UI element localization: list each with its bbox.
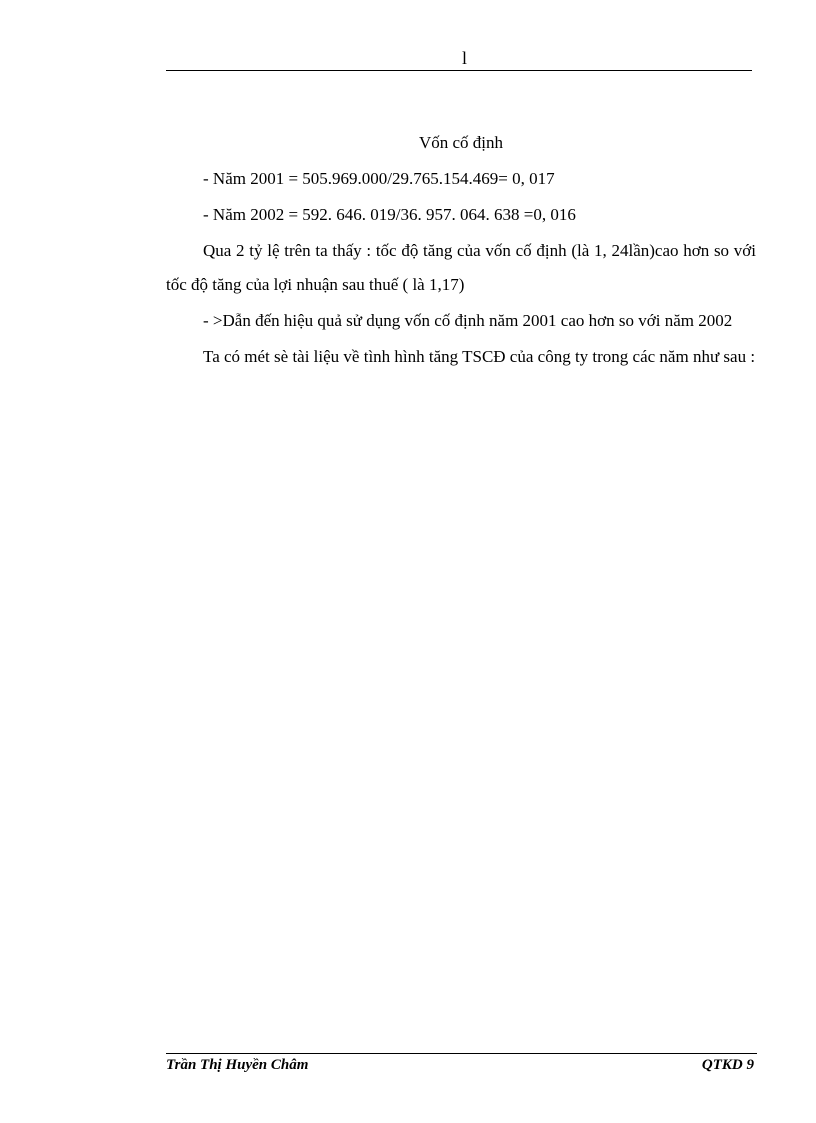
section-heading: Vốn cố định (418, 133, 504, 152)
formula-2002: - Năm 2002 = 592. 646. 019/36. 957. 064. 638 =0, 016 (203, 205, 576, 224)
footer-divider (166, 1053, 757, 1054)
document-body (166, 126, 756, 374)
header-divider (166, 70, 752, 71)
paragraph-intro: Ta có mét sè tài liệu về tình hình tăng TSCĐ của công ty trong các năm như sau : (203, 347, 756, 366)
formula-2001: - Năm 2001 = 505.969.000/29.765.154.469= 0, 017 (203, 169, 555, 188)
paragraph-conclusion: - >Dẫn đến hiệu quả sử dụng vốn cố định năm 2001 cao hơn so với năm 2002 (203, 311, 733, 330)
page-number: l (462, 48, 468, 68)
paragraph-ratio: Qua 2 tỷ lệ trên ta thấy : tốc độ tăng của vốn cố định (là 1, 24lần)cao hơn so với tốc độ tăng của lợi nhuận sau thuế ( là 1,17) (166, 241, 756, 294)
footer-class-code: QTKD 9 (701, 1057, 754, 1073)
footer-author: Trần Thị Huyền Châm (166, 1057, 309, 1073)
